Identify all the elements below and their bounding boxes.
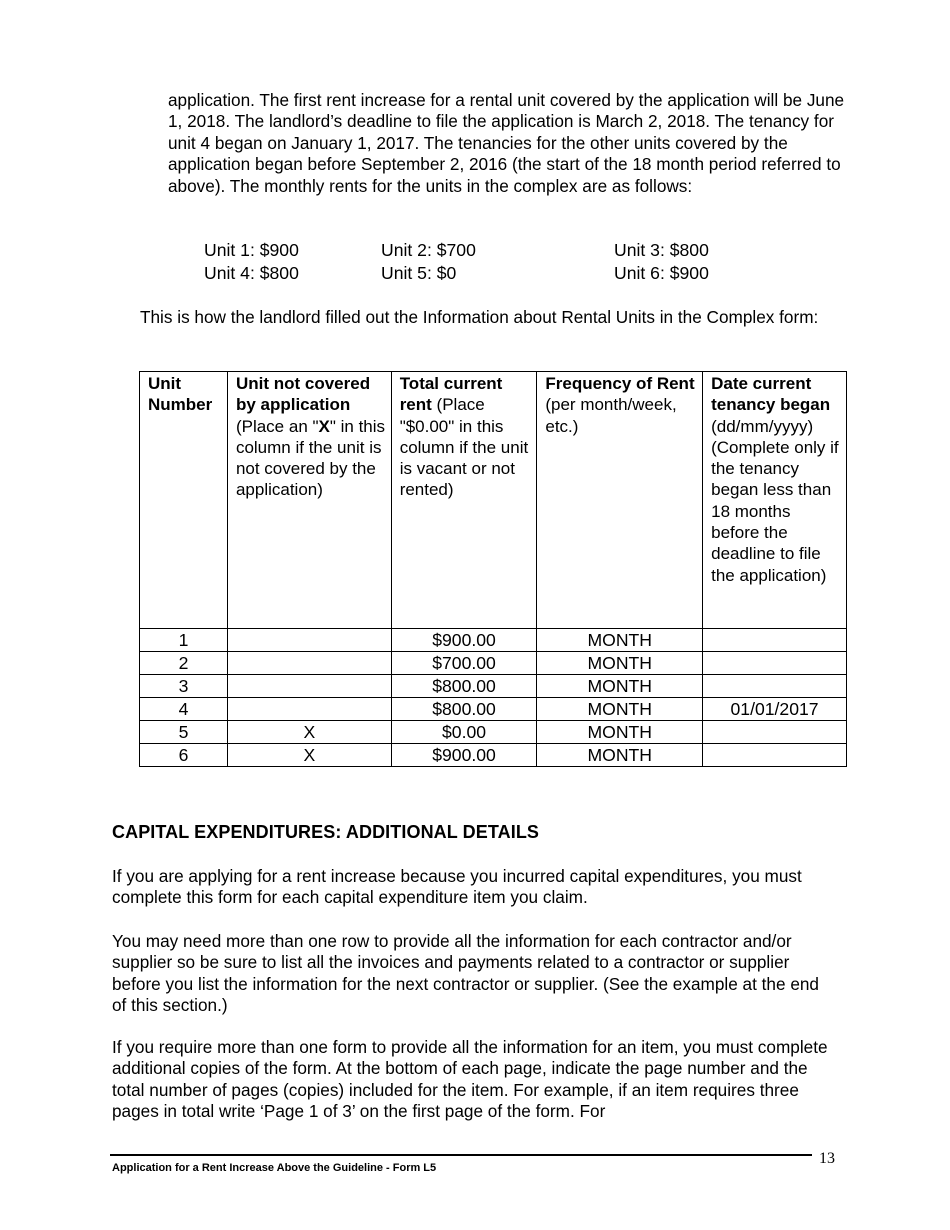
intro-paragraph: application. The first rent increase for a rental unit covered by the application will be June 1, 2018. The landlord’s deadline to file the application is March 2, 2018. The tenancy for unit 4 began on January 1, 2017. The tenancies for the other units covered by the application began before September 2, 2016 (the start of the 18 month period referred to above). The monthly rents for the units in the complex are as follows:: [168, 90, 845, 196]
unit-rent-item: Unit 6: $900: [614, 263, 709, 283]
cell-frequency: MONTH: [537, 652, 703, 675]
table-header-row: [140, 372, 847, 629]
section-paragraph: You may need more than one row to provide all the information for each contractor and/or supplier so be sure to list all the invoices and payments related to a contractor or supplier before you list the information for the next contractor or supplier. (See the example at the end of this section.): [112, 931, 819, 1016]
cell-frequency: MONTH: [537, 675, 703, 698]
cell-rent: $900.00: [391, 629, 537, 652]
cell-frequency: MONTH: [537, 698, 703, 721]
header-not-covered: Unit not covered by application (Place an "X" in this column if the unit is not covered by the application): [227, 372, 391, 629]
cell-date: [703, 652, 847, 675]
unit-rent-item: Unit 3: $800: [614, 240, 709, 260]
cell-rent: $700.00: [391, 652, 537, 675]
cell-unit: 4: [140, 698, 228, 721]
cell-not-covered: [227, 698, 391, 721]
cell-rent: $0.00: [391, 721, 537, 744]
cell-date: 01/01/2017: [703, 698, 847, 721]
cell-date: [703, 721, 847, 744]
cell-not-covered: [227, 675, 391, 698]
header-unit-number: Unit Number: [140, 372, 228, 629]
cell-not-covered: X: [227, 721, 391, 744]
section-heading: CAPITAL EXPENDITURES: ADDITIONAL DETAILS: [112, 822, 540, 842]
table-row: [140, 629, 847, 652]
header-frequency: Frequency of Rent (per month/week, etc.): [537, 372, 703, 629]
unit-rent-item: Unit 1: $900: [204, 240, 299, 260]
cell-frequency: MONTH: [537, 721, 703, 744]
rental-units-table: [139, 371, 847, 767]
table-row: [140, 675, 847, 698]
table-row: [140, 652, 847, 675]
cell-unit: 2: [140, 652, 228, 675]
cell-not-covered: X: [227, 744, 391, 767]
unit-rent-item: Unit 4: $800: [204, 263, 299, 283]
filled-form-paragraph: This is how the landlord filled out the Information about Rental Units in the Complex form:: [140, 307, 819, 327]
header-total-rent: Total current rent (Place "$0.00" in this column if the unit is vacant or not rented): [391, 372, 537, 629]
table-row: [140, 744, 847, 767]
section-paragraph: If you require more than one form to provide all the information for an item, you must complete additional copies of the form. At the bottom of each page, indicate the page number and the total number of pages (copies) included for the item. For example, if an item requires three pages in total write ‘Page 1 of 3’ on the first page of the form. For: [112, 1037, 828, 1122]
cell-frequency: MONTH: [537, 629, 703, 652]
cell-unit: 3: [140, 675, 228, 698]
page-number: 13: [819, 1150, 835, 1167]
footer-divider: [110, 1154, 812, 1156]
cell-date: [703, 675, 847, 698]
cell-rent: $800.00: [391, 698, 537, 721]
section-paragraph: If you are applying for a rent increase because you incurred capital expenditures, you must complete this form for each capital expenditure item you claim.: [112, 866, 802, 908]
cell-unit: 5: [140, 721, 228, 744]
header-tenancy-date: Date current tenancy began (dd/mm/yyyy) (Complete only if the tenancy began less than 18 months before the deadline to file the application): [703, 372, 847, 629]
cell-not-covered: [227, 629, 391, 652]
cell-unit: 1: [140, 629, 228, 652]
unit-rent-item: Unit 5: $0: [381, 263, 457, 283]
unit-rent-item: Unit 2: $700: [381, 240, 476, 260]
cell-date: [703, 629, 847, 652]
cell-date: [703, 744, 847, 767]
cell-rent: $800.00: [391, 675, 537, 698]
cell-rent: $900.00: [391, 744, 537, 767]
cell-not-covered: [227, 652, 391, 675]
cell-unit: 6: [140, 744, 228, 767]
footer-title: Application for a Rent Increase Above the Guideline - Form L5: [112, 1162, 437, 1174]
table-row: [140, 698, 847, 721]
table-row: [140, 721, 847, 744]
cell-frequency: MONTH: [537, 744, 703, 767]
